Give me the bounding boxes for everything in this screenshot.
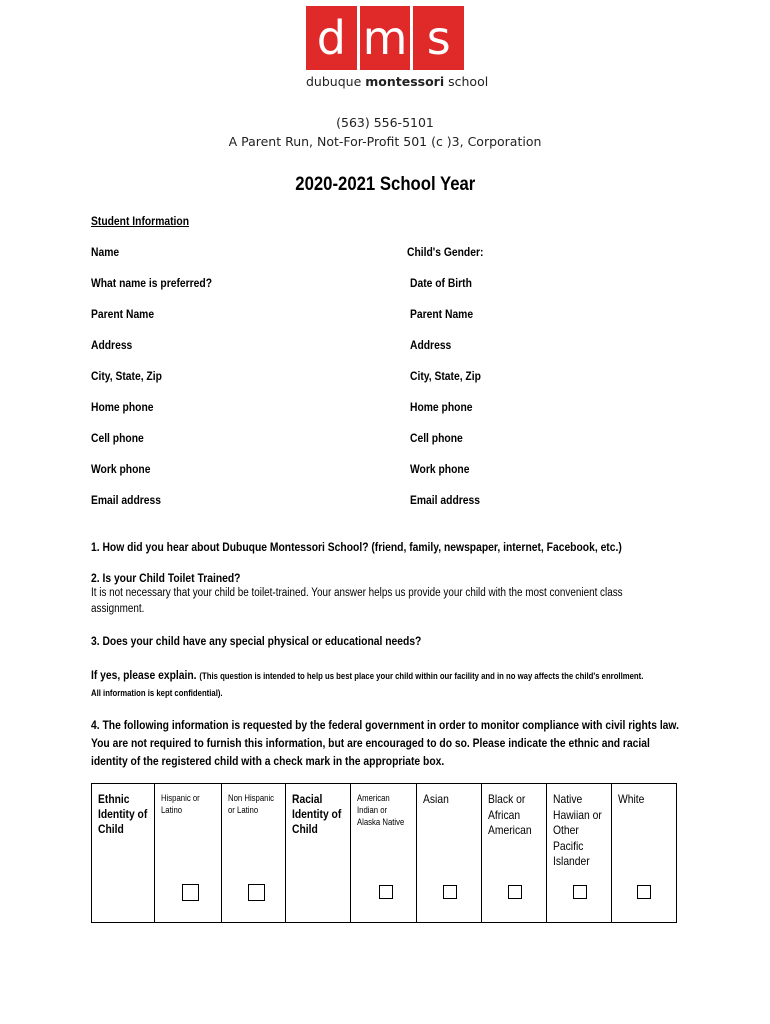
page-title-text: 2020-2021 School Year [294,174,476,195]
section-student-information: Student Information [91,214,190,228]
question-3-note-line-2: All information is kept confidential). [91,688,223,698]
field-email-2[interactable]: Email address [410,493,480,507]
question-4-line-1: 4. The following information is requested by the federal government in order to monitor compliance with civil rights law. [91,718,679,732]
field-email-1[interactable]: Email address [91,493,161,507]
field-address-1[interactable]: Address [91,338,133,352]
question-2-title: 2. Is your Child Toilet Trained? [91,571,241,585]
field-childs-gender[interactable]: Child's Gender: [407,245,484,259]
option-non-hispanic-label: Non Hispanic or Latino [228,793,275,815]
school-logo [306,6,464,70]
field-city-state-zip-1[interactable]: City, State, Zip [91,369,162,383]
question-3-note-line-1: (This question is intended to help us best place your child within our facility and in no way affects the child's enrollment. [199,671,644,681]
question-4-line-2: You are not required to furnish this information, but are encouraged to do so. Please indicate the ethnic and racial [91,736,650,750]
field-date-of-birth[interactable]: Date of Birth [410,276,472,290]
field-work-phone-1[interactable]: Work phone [91,462,151,476]
question-4-line-3: identity of the registered child with a check mark in the appropriate box. [91,754,445,768]
american-indian-checkbox[interactable] [379,885,393,899]
field-city-state-zip-2[interactable]: City, State, Zip [410,369,481,383]
racial-identity-label: Racial Identity of Child [292,792,342,836]
field-address-2[interactable]: Address [410,338,452,352]
logo-letter-m: m [360,6,411,70]
logo-word-school: school [444,74,489,89]
option-pacific-islander-cell [546,784,611,922]
option-asian-label: Asian [423,792,449,806]
field-cell-phone-2[interactable]: Cell phone [410,431,463,445]
option-white-label: White [618,792,645,806]
logo-word-montessori: montessori [365,74,445,89]
black-checkbox[interactable] [508,885,522,899]
field-home-phone-2[interactable]: Home phone [410,400,473,414]
ethnic-identity-header-cell [92,784,154,922]
option-white-cell [611,784,677,922]
non-hispanic-checkbox[interactable] [248,884,265,901]
logo-letter-s: s [413,6,464,70]
field-parent-name-1[interactable]: Parent Name [91,307,155,321]
option-asian-cell [416,784,481,922]
question-3: 3. Does your child have any special physical or educational needs? [91,634,422,648]
asian-checkbox[interactable] [443,885,457,899]
option-hispanic-label: Hispanic or Latino [161,793,200,815]
logo-wordmark [306,74,489,89]
corporation-line: A Parent Run, Not-For-Profit 501 (c )3, Corporation [228,134,542,149]
option-black-label: Black or African American [488,792,532,837]
school-phone: (563) 556-5101 [336,115,434,130]
question-2-body-line-1: It is not necessary that your child be toilet-trained. Your answer helps us provide your child with the most convenient class [91,587,623,599]
field-work-phone-2[interactable]: Work phone [410,462,470,476]
option-hispanic-cell [154,784,221,922]
question-2-body-line-2: assignment. [91,603,145,615]
pacific-islander-checkbox[interactable] [573,885,587,899]
field-cell-phone-1[interactable]: Cell phone [91,431,144,445]
option-pacific-islander-label: Native Hawiian or Other Pacific Islander [553,792,602,868]
ethnic-identity-label: Ethnic Identity of Child [98,792,148,836]
ethnicity-race-table [91,783,677,923]
field-parent-name-2[interactable]: Parent Name [410,307,474,321]
option-american-indian-label: American Indian or Alaska Native [357,793,405,827]
field-name[interactable]: Name [91,245,120,259]
option-black-cell [481,784,546,922]
question-3-explain-label: If yes, please explain. [91,668,200,682]
logo-letter-d: d [306,6,357,70]
racial-identity-header-cell [285,784,350,922]
page-title [0,174,770,196]
field-home-phone-1[interactable]: Home phone [91,400,154,414]
white-checkbox[interactable] [637,885,651,899]
question-3-explain[interactable] [91,666,643,684]
option-non-hispanic-cell [221,784,285,922]
hispanic-checkbox[interactable] [182,884,199,901]
option-american-indian-cell [350,784,416,922]
question-1: 1. How did you hear about Dubuque Montessori School? (friend, family, newspaper, internet, Facebook, etc.) [91,540,622,554]
logo-word-dubuque: dubuque [306,74,366,89]
field-preferred-name[interactable]: What name is preferred? [91,276,213,290]
